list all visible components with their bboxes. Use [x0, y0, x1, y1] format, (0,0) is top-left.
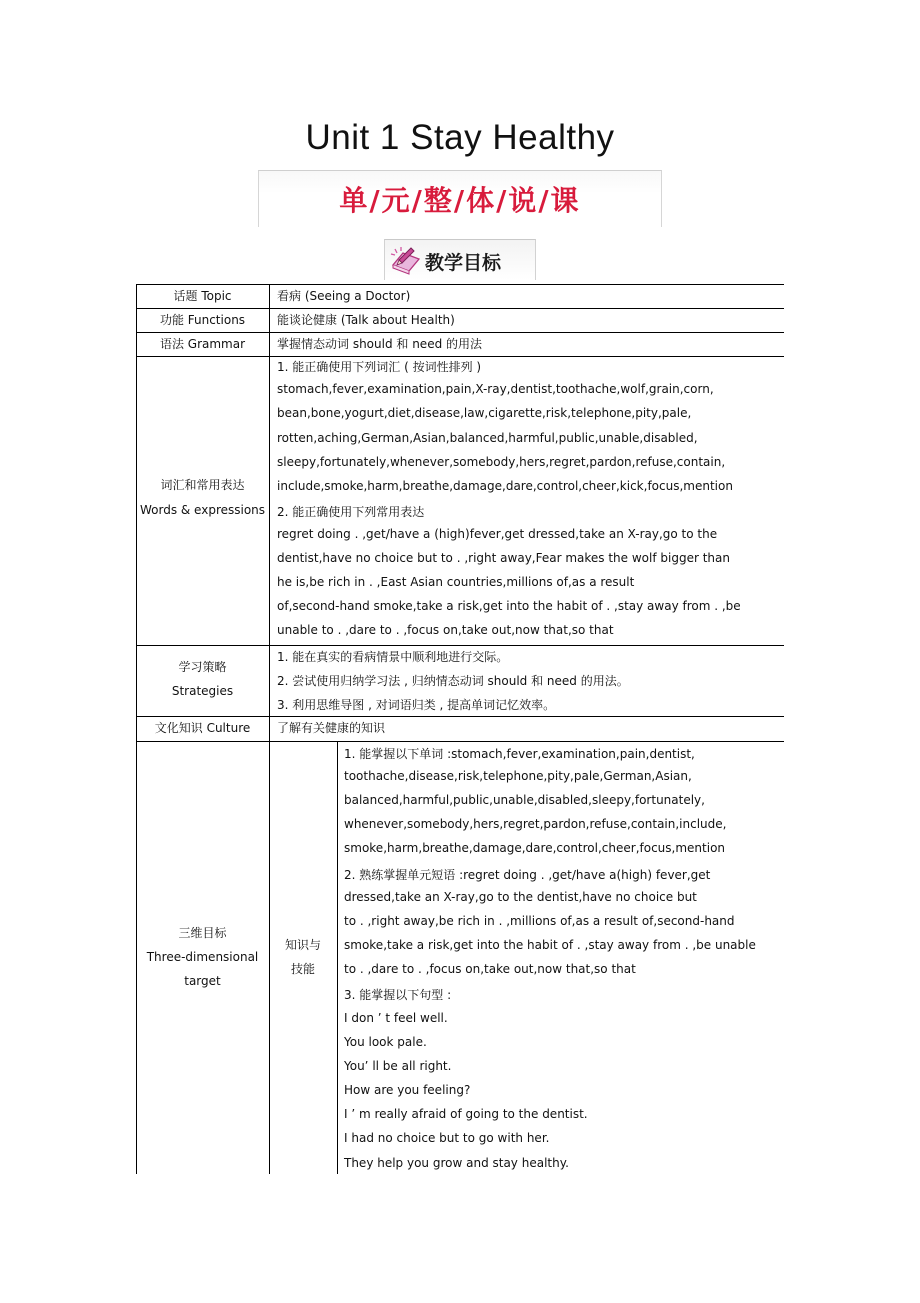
threedim-line: dressed,take an X-ray,go to the dentist,have no choice but — [344, 890, 697, 904]
vocab-line: unable to . ,dare to . ,focus on,take out,now that,so that — [277, 623, 614, 637]
threedim-label-cn: 三维目标 — [178, 926, 227, 940]
vocab-line: sleepy,fortunately,whenever,somebody,hers,regret,pardon,refuse,contain, — [277, 455, 726, 469]
culture-label: 文化知识 Culture — [154, 721, 251, 735]
topic-label: 话题 Topic — [173, 289, 232, 303]
threedim-line: 1. 能掌握以下单词 :stomach,fever,examination,pain,dentist, — [344, 747, 695, 761]
section-label: 教学目标 — [425, 252, 502, 274]
strategies-line: 1. 能在真实的看病情景中顺利地进行交际。 — [277, 650, 509, 664]
grammar-label: 语法 Grammar — [159, 337, 246, 351]
threedim-line: 3. 能掌握以下句型 : — [344, 988, 452, 1002]
vocab-line: 1. 能正确使用下列词汇 ( 按词性排列 ) — [277, 360, 482, 374]
vocab-line: bean,bone,yogurt,diet,disease,law,cigarette,risk,telephone,pity,pale, — [277, 406, 692, 420]
threedim-line: toothache,disease,risk,telephone,pity,pale,German,Asian, — [344, 769, 692, 783]
strategies-label-en: Strategies — [171, 684, 234, 698]
grammar-value: 掌握情态动词 should 和 need 的用法 — [277, 337, 483, 351]
threedim-line: How are you feeling? — [344, 1083, 471, 1097]
threedim-line: You’ ll be all right. — [344, 1059, 452, 1073]
page-title: Unit 1 Stay Healthy — [305, 118, 615, 157]
vocab-line: regret doing . ,get/have a (high)fever,get dressed,take an X-ray,go to the — [277, 527, 718, 541]
strategies-label-cn: 学习策略 — [178, 660, 227, 674]
knowledge-skills-label-2: 技能 — [290, 962, 315, 976]
threedim-line: You look pale. — [344, 1035, 427, 1049]
threedim-label-en2: target — [184, 974, 221, 988]
threedim-line: whenever,somebody,hers,regret,pardon,refuse,contain,include, — [344, 817, 727, 831]
strategies-line: 2. 尝试使用归纳学习法 , 归纳情态动词 should 和 need 的用法。 — [277, 674, 629, 688]
functions-label: 功能 Functions — [159, 313, 246, 327]
culture-value: 了解有关健康的知识 — [277, 721, 386, 735]
vocab-line: stomach,fever,examination,pain,X-ray,dentist,toothache,wolf,grain,corn, — [277, 382, 714, 396]
vocab-line: 2. 能正确使用下列常用表达 — [277, 505, 425, 519]
vocab-label-en: Words & expressions — [139, 503, 266, 517]
vocab-line: include,smoke,harm,breathe,damage,dare,control,cheer,kick,focus,mention — [277, 479, 733, 493]
threedim-line: balanced,harmful,public,unable,disabled,sleepy,fortunately, — [344, 793, 705, 807]
vocab-line: dentist,have no choice but to . ,right away,Fear makes the wolf bigger than — [277, 551, 730, 565]
banner-text: 单/元/整/体/说/课 — [339, 184, 581, 217]
strategies-line: 3. 利用思维导图 , 对词语归类 , 提高单词记忆效率。 — [277, 698, 556, 712]
threedim-line: 2. 熟练掌握单元短语 :regret doing . ,get/have a(high) fever,get — [344, 868, 711, 882]
threedim-line: smoke,take a risk,get into the habit of . ,stay away from . ,be unable — [344, 938, 756, 952]
topic-value: 看病 (Seeing a Doctor) — [277, 289, 411, 303]
vocab-line: rotten,aching,German,Asian,balanced,harmful,public,unable,disabled, — [277, 431, 698, 445]
threedim-line: to . ,right away,be rich in . ,millions of,as a result of,second-hand — [344, 914, 735, 928]
threedim-line: to . ,dare to . ,focus on,take out,now that,so that — [344, 962, 636, 976]
threedim-label-en1: Three-dimensional — [146, 950, 259, 964]
threedim-line: smoke,harm,breathe,damage,dare,control,cheer,focus,mention — [344, 841, 726, 855]
threedim-line: I ’ m really afraid of going to the dentist. — [344, 1107, 588, 1121]
threedim-line: They help you grow and stay healthy. — [344, 1156, 569, 1170]
vocab-line: he is,be rich in . ,East Asian countries,millions of,as a result — [277, 575, 635, 589]
functions-value: 能谈论健康 (Talk about Health) — [277, 313, 455, 327]
vocab-label-cn: 词汇和常用表达 — [160, 478, 245, 492]
threedim-line: I had no choice but to go with her. — [344, 1131, 550, 1145]
knowledge-skills-label: 知识与 — [284, 938, 321, 952]
vocab-line: of,second-hand smoke,take a risk,get into the habit of . ,stay away from . ,be — [277, 599, 741, 613]
threedim-line: I don ’ t feel well. — [344, 1011, 448, 1025]
